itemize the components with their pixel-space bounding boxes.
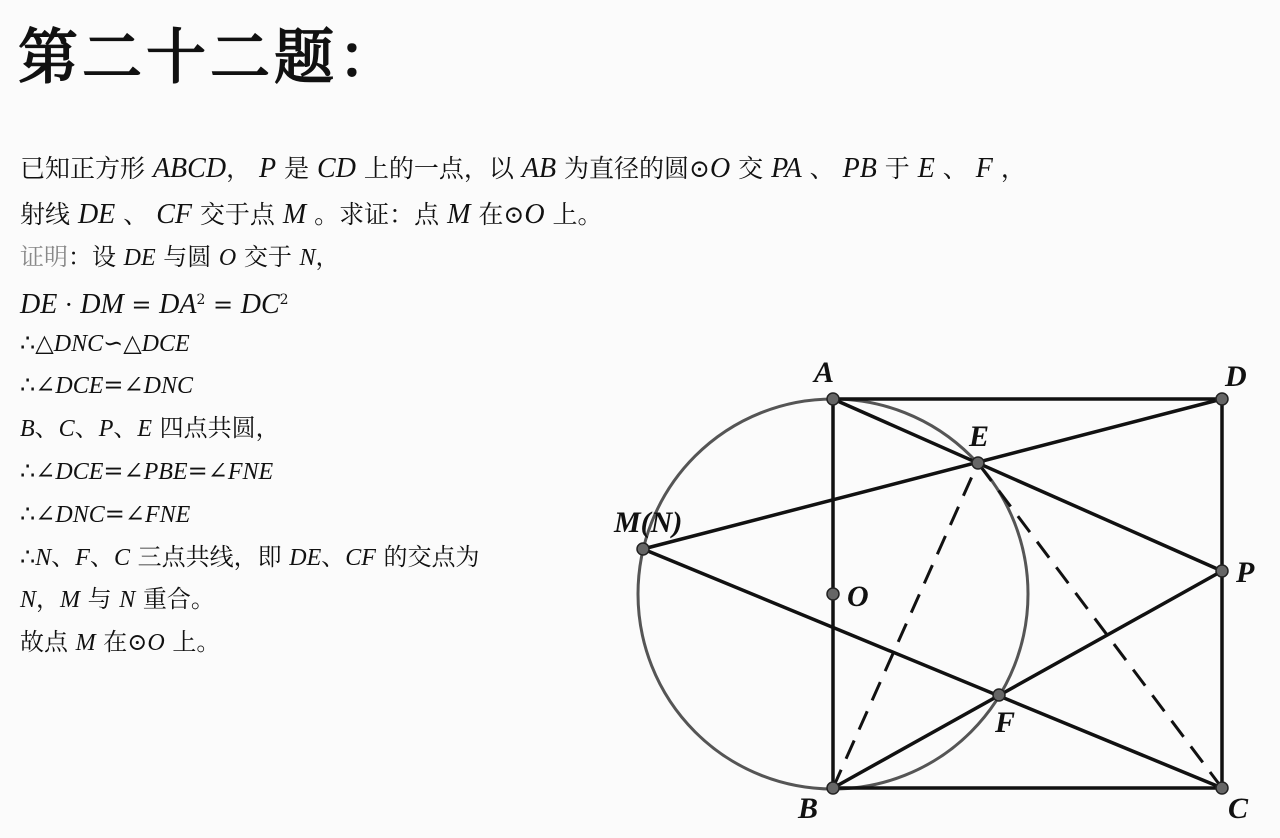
text-run: ， [226,154,260,183]
math-symbol: N [20,587,37,614]
math-symbol: DA [159,288,197,320]
math-symbol: PBE [143,458,188,485]
math-symbol: DE [77,199,116,230]
math-symbol: DNC [55,501,105,528]
text-run: 、 [934,154,976,183]
math-symbol: N [35,544,52,571]
math-symbol: DE [123,245,156,271]
math-symbol: O [524,199,545,230]
label-o: O [847,580,869,613]
page-title: 第二十二题： [18,23,402,93]
text-run: 重合。 [135,585,215,614]
math-symbol: DNC [53,330,104,357]
math-symbol: CD [317,153,356,184]
text-run: 是 [276,154,318,183]
segment-be [833,463,978,788]
text-run: 、 [113,414,138,443]
text-run: =∠ [103,371,144,400]
label-d: D [1225,360,1247,393]
math-symbol: PA [771,153,802,184]
point-a [827,393,839,405]
math-symbol: DNC [143,373,193,400]
ray-cf [643,549,1222,788]
text-run: 、 [115,200,157,229]
text-run: 与 [80,585,120,614]
superscript: 2 [196,291,206,308]
text-run: ∴△ [20,328,54,357]
text-run: 射线 [20,200,78,229]
text-run: 上的一点，以 [355,154,522,183]
text-run: =∠ [104,499,145,528]
text-run: 、 [74,414,99,443]
text-run: 四点共圆， [152,414,280,443]
math-symbol: P [259,153,277,184]
math-symbol: DC [240,288,280,320]
text-run: = [205,290,241,319]
math-symbol: M [282,199,307,230]
math-symbol: O [218,245,237,271]
text-run: ∴∠ [20,371,56,400]
math-symbol: O [147,630,165,657]
text-run: 在⊙ [95,628,148,657]
point-p [1216,565,1228,577]
text-run: 上。 [164,628,221,657]
point-o [827,588,839,600]
text-run: 、 [801,154,843,183]
text-run: 在⊙ [470,200,525,229]
point-d [1216,393,1228,405]
text-run: ：设 [68,243,124,271]
math-symbol: P [98,416,114,443]
point-c [1216,782,1228,794]
label-a: A [814,356,835,389]
math-symbol: C [58,416,75,443]
text-run: 的交点为 [375,542,480,571]
text-run: 交于点 [191,200,283,229]
proof-label: 证明 [20,243,68,271]
text-run: 与圆 [155,243,219,271]
math-symbol: O [709,153,731,184]
math-symbol: AB [521,153,557,184]
point-f [993,689,1005,701]
text-run: 、 [89,542,114,571]
label-mn: M(N) [614,506,683,539]
label-b: B [798,792,819,825]
text-run: 、 [34,414,59,443]
point-e [972,457,984,469]
math-symbol: N [299,245,316,271]
math-symbol: DE [20,288,58,320]
text-run: 、 [321,542,346,571]
label-e: E [969,420,990,453]
math-symbol: DCE [55,373,104,400]
math-symbol: CF [345,544,376,571]
math-symbol: B [20,416,35,443]
text-run: ∴∠ [20,456,56,485]
text-run: · [57,290,81,319]
text-run: = [123,290,160,319]
construction-lines [643,399,1222,788]
math-symbol: FNE [227,458,274,485]
text-run: 已知正方形 [20,154,153,183]
text-run: ， [36,585,61,614]
math-symbol: CF [156,199,192,230]
math-symbol: N [119,587,136,614]
math-symbol: M [75,630,96,657]
math-symbol: ABCD [152,153,227,184]
dashed-lines [833,463,1222,788]
math-symbol: C [113,544,130,571]
text-run: 上。 [544,200,603,229]
math-symbol: DCE [141,330,190,357]
math-symbol: DCE [55,458,104,485]
text-run: 为直径的圆⊙ [556,154,710,183]
label-p: P [1236,556,1255,589]
point-b [827,782,839,794]
text-run: 三点共线，即 [129,542,290,571]
math-symbol: PB [842,153,877,184]
math-symbol: F [975,153,993,184]
text-run: ∴∠ [20,499,56,528]
superscript: 2 [279,291,289,308]
ray-de [643,399,1222,549]
text-run: 。求证：点 [306,200,448,229]
text-run: 交于 [236,243,300,271]
text-run: 、 [51,542,76,571]
text-run: ∴ [20,542,36,571]
text-run: 故点 [20,628,76,657]
text-run: 交 [730,154,772,183]
math-symbol: DM [80,288,124,320]
math-symbol: F [75,544,90,571]
math-symbol: E [137,416,153,443]
math-symbol: M [447,199,471,230]
text-run: ， [315,243,340,271]
text-run: =∠ [187,456,228,485]
text-run: 于 [876,154,918,183]
text-run: ， [992,154,1026,183]
label-f: F [995,706,1016,739]
text-run: ∽△ [103,328,142,357]
math-symbol: M [60,587,81,614]
math-symbol: E [917,153,935,184]
point-m [637,543,649,555]
text-run: =∠ [103,456,144,485]
label-c: C [1228,792,1249,825]
math-symbol: FNE [144,501,191,528]
math-symbol: DE [289,544,322,571]
